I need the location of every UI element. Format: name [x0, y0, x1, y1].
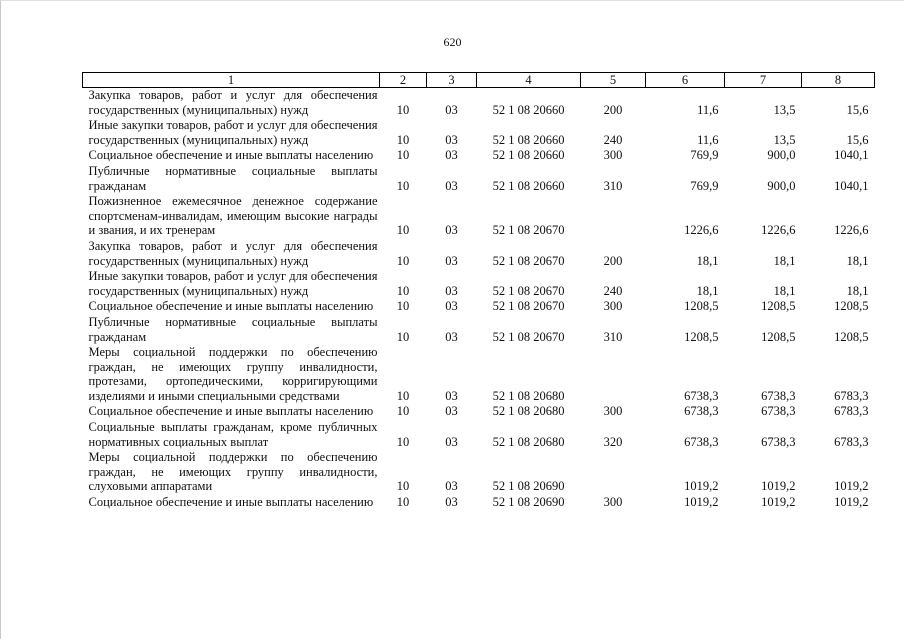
row-subsection: 03	[445, 299, 458, 314]
row-subsection: 03	[445, 434, 458, 449]
row-target-article: 52 1 08 20670	[492, 283, 565, 298]
table-row	[83, 315, 875, 345]
row-amount-col8: 1040,1	[834, 148, 869, 163]
row-target-article: 52 1 08 20690	[492, 495, 565, 510]
row-target-article: 52 1 08 20680	[492, 404, 565, 419]
row-subsection: 03	[445, 283, 458, 298]
row-description: Закупка товаров, работ и услуг для обеспечения государственных (муниципальных) нужд	[88, 238, 378, 268]
row-expense-type: 300	[603, 495, 623, 510]
row-description: Меры социальной поддержки по обеспечению граждан, не имеющих группу инвалидности, слуховыми аппаратами	[88, 450, 378, 494]
header-col-4: 4	[477, 73, 581, 88]
row-section: 10	[396, 388, 410, 403]
row-amount-col7: 1019,2	[761, 495, 796, 510]
table-row	[83, 148, 875, 164]
table-row	[83, 239, 875, 269]
table-body	[83, 88, 875, 511]
row-section: 10	[396, 404, 410, 419]
row-expense-type: 310	[603, 178, 623, 193]
row-expense-type: 310	[603, 329, 623, 344]
row-section: 10	[396, 283, 410, 298]
row-amount-col7: 900,0	[767, 148, 796, 163]
row-amount-col8: 6783,3	[834, 434, 869, 449]
table-row	[83, 345, 875, 404]
row-amount-col6: 6738,3	[684, 388, 719, 403]
row-amount-col6: 18,1	[696, 253, 719, 268]
row-section: 10	[396, 495, 410, 510]
header-col-3: 3	[427, 73, 477, 88]
row-expense-type	[581, 345, 646, 404]
row-subsection: 03	[445, 132, 458, 147]
row-amount-col6: 11,6	[697, 102, 719, 117]
row-amount-col8: 6783,3	[834, 388, 869, 403]
row-expense-type: 300	[603, 148, 623, 163]
row-expense-type: 240	[603, 283, 623, 298]
row-amount-col7: 1226,6	[761, 223, 796, 238]
row-target-article: 52 1 08 20670	[492, 223, 565, 238]
row-amount-col7: 18,1	[773, 283, 796, 298]
row-amount-col8: 1208,5	[834, 299, 869, 314]
row-subsection: 03	[445, 223, 458, 238]
header-col-8: 8	[802, 73, 875, 88]
row-amount-col8: 1208,5	[834, 329, 869, 344]
table-row	[83, 404, 875, 420]
header-col-7: 7	[725, 73, 802, 88]
row-description: Социальное обеспечение и иные выплаты населению	[88, 495, 374, 510]
row-subsection: 03	[445, 148, 458, 163]
row-amount-col7: 13,5	[773, 102, 796, 117]
row-description: Социальное обеспечение и иные выплаты населению	[88, 299, 374, 314]
row-amount-col8: 15,6	[846, 132, 869, 147]
row-amount-col8: 6783,3	[834, 404, 869, 419]
row-amount-col8: 18,1	[846, 253, 869, 268]
row-amount-col8: 18,1	[846, 283, 869, 298]
table-row	[83, 88, 875, 119]
row-target-article: 52 1 08 20660	[492, 102, 565, 117]
row-section: 10	[396, 178, 410, 193]
row-amount-col7: 13,5	[773, 132, 796, 147]
row-description: Пожизненное ежемесячное денежное содержание спортсменам-инвалидам, имеющим высокие награды и звания, и их тренерам	[88, 194, 378, 238]
row-expense-type: 320	[603, 434, 623, 449]
row-expense-type: 300	[603, 404, 623, 419]
row-description: Социальное обеспечение и иные выплаты населению	[88, 148, 374, 163]
row-description: Меры социальной поддержки по обеспечению граждан, не имеющих группу инвалидности, протезами, ортопедическими, корригирующими изделиями и иными специальными средствами	[88, 345, 378, 403]
row-amount-col6: 11,6	[697, 132, 719, 147]
table-row	[83, 118, 875, 148]
header-row	[83, 73, 875, 88]
row-section: 10	[396, 434, 410, 449]
row-amount-col6: 1019,2	[684, 495, 719, 510]
row-description: Публичные нормативные социальные выплаты гражданам	[88, 314, 378, 344]
row-subsection: 03	[445, 329, 458, 344]
row-subsection: 03	[445, 253, 458, 268]
page-number: 620	[443, 35, 462, 49]
row-description: Публичные нормативные социальные выплаты гражданам	[88, 163, 378, 193]
row-expense-type: 200	[603, 102, 623, 117]
row-description: Социальное обеспечение и иные выплаты населению	[88, 404, 374, 419]
table-row	[83, 495, 875, 511]
row-target-article: 52 1 08 20660	[492, 178, 565, 193]
row-description: Иные закупки товаров, работ и услуг для обеспечения государственных (муниципальных) нужд	[88, 118, 378, 147]
row-amount-col6: 1019,2	[684, 479, 719, 494]
row-section: 10	[396, 102, 410, 117]
row-amount-col7: 1019,2	[761, 479, 796, 494]
row-section: 10	[396, 223, 410, 238]
row-amount-col6: 6738,3	[684, 404, 719, 419]
row-section: 10	[396, 132, 410, 147]
row-subsection: 03	[445, 388, 458, 403]
table-row	[83, 164, 875, 194]
row-description: Закупка товаров, работ и услуг для обеспечения государственных (муниципальных) нужд	[88, 88, 378, 117]
row-amount-col6: 769,9	[690, 178, 719, 193]
row-subsection: 03	[445, 479, 458, 494]
row-amount-col8: 1226,6	[834, 223, 869, 238]
row-amount-col8: 1019,2	[834, 495, 869, 510]
row-expense-type	[581, 450, 646, 495]
row-target-article: 52 1 08 20670	[492, 299, 565, 314]
row-amount-col6: 6738,3	[684, 434, 719, 449]
row-target-article: 52 1 08 20660	[492, 148, 565, 163]
row-amount-col7: 1208,5	[761, 299, 796, 314]
row-amount-col7: 6738,3	[761, 388, 796, 403]
row-description: Социальные выплаты гражданам, кроме публичных нормативных социальных выплат	[88, 420, 378, 449]
table-row	[83, 194, 875, 239]
table-row	[83, 299, 875, 315]
header-col-6: 6	[646, 73, 725, 88]
row-amount-col7: 6738,3	[761, 434, 796, 449]
header-col-5: 5	[581, 73, 646, 88]
row-amount-col7: 1208,5	[761, 329, 796, 344]
row-subsection: 03	[445, 178, 458, 193]
row-section: 10	[396, 329, 410, 344]
row-target-article: 52 1 08 20670	[492, 253, 565, 268]
table-row	[83, 450, 875, 495]
header-col-2: 2	[380, 73, 427, 88]
row-amount-col6: 1208,5	[684, 329, 719, 344]
row-subsection: 03	[445, 404, 458, 419]
row-amount-col7: 900,0	[767, 178, 796, 193]
row-amount-col6: 18,1	[696, 283, 719, 298]
row-section: 10	[396, 253, 410, 268]
table-row	[83, 420, 875, 450]
row-target-article: 52 1 08 20680	[492, 434, 565, 449]
row-amount-col6: 1208,5	[684, 299, 719, 314]
row-subsection: 03	[445, 102, 458, 117]
header-col-1: 1	[83, 73, 380, 88]
row-amount-col6: 769,9	[690, 148, 719, 163]
row-target-article: 52 1 08 20660	[492, 132, 565, 147]
row-expense-type	[581, 194, 646, 239]
row-amount-col7: 6738,3	[761, 404, 796, 419]
row-subsection: 03	[445, 495, 458, 510]
row-target-article: 52 1 08 20690	[492, 479, 565, 494]
row-expense-type: 200	[603, 253, 623, 268]
row-amount-col8: 1040,1	[834, 178, 869, 193]
row-section: 10	[396, 148, 410, 163]
budget-table	[82, 72, 875, 511]
table-row	[83, 269, 875, 299]
table-header	[83, 73, 875, 88]
row-section: 10	[396, 479, 410, 494]
row-expense-type: 240	[603, 132, 623, 147]
row-target-article: 52 1 08 20680	[492, 388, 565, 403]
row-amount-col6: 1226,6	[684, 223, 719, 238]
row-amount-col8: 15,6	[846, 102, 869, 117]
row-expense-type: 300	[603, 299, 623, 314]
row-target-article: 52 1 08 20670	[492, 329, 565, 344]
row-amount-col8: 1019,2	[834, 479, 869, 494]
row-description: Иные закупки товаров, работ и услуг для обеспечения государственных (муниципальных) нужд	[88, 269, 378, 298]
row-section: 10	[396, 299, 410, 314]
row-amount-col7: 18,1	[773, 253, 796, 268]
